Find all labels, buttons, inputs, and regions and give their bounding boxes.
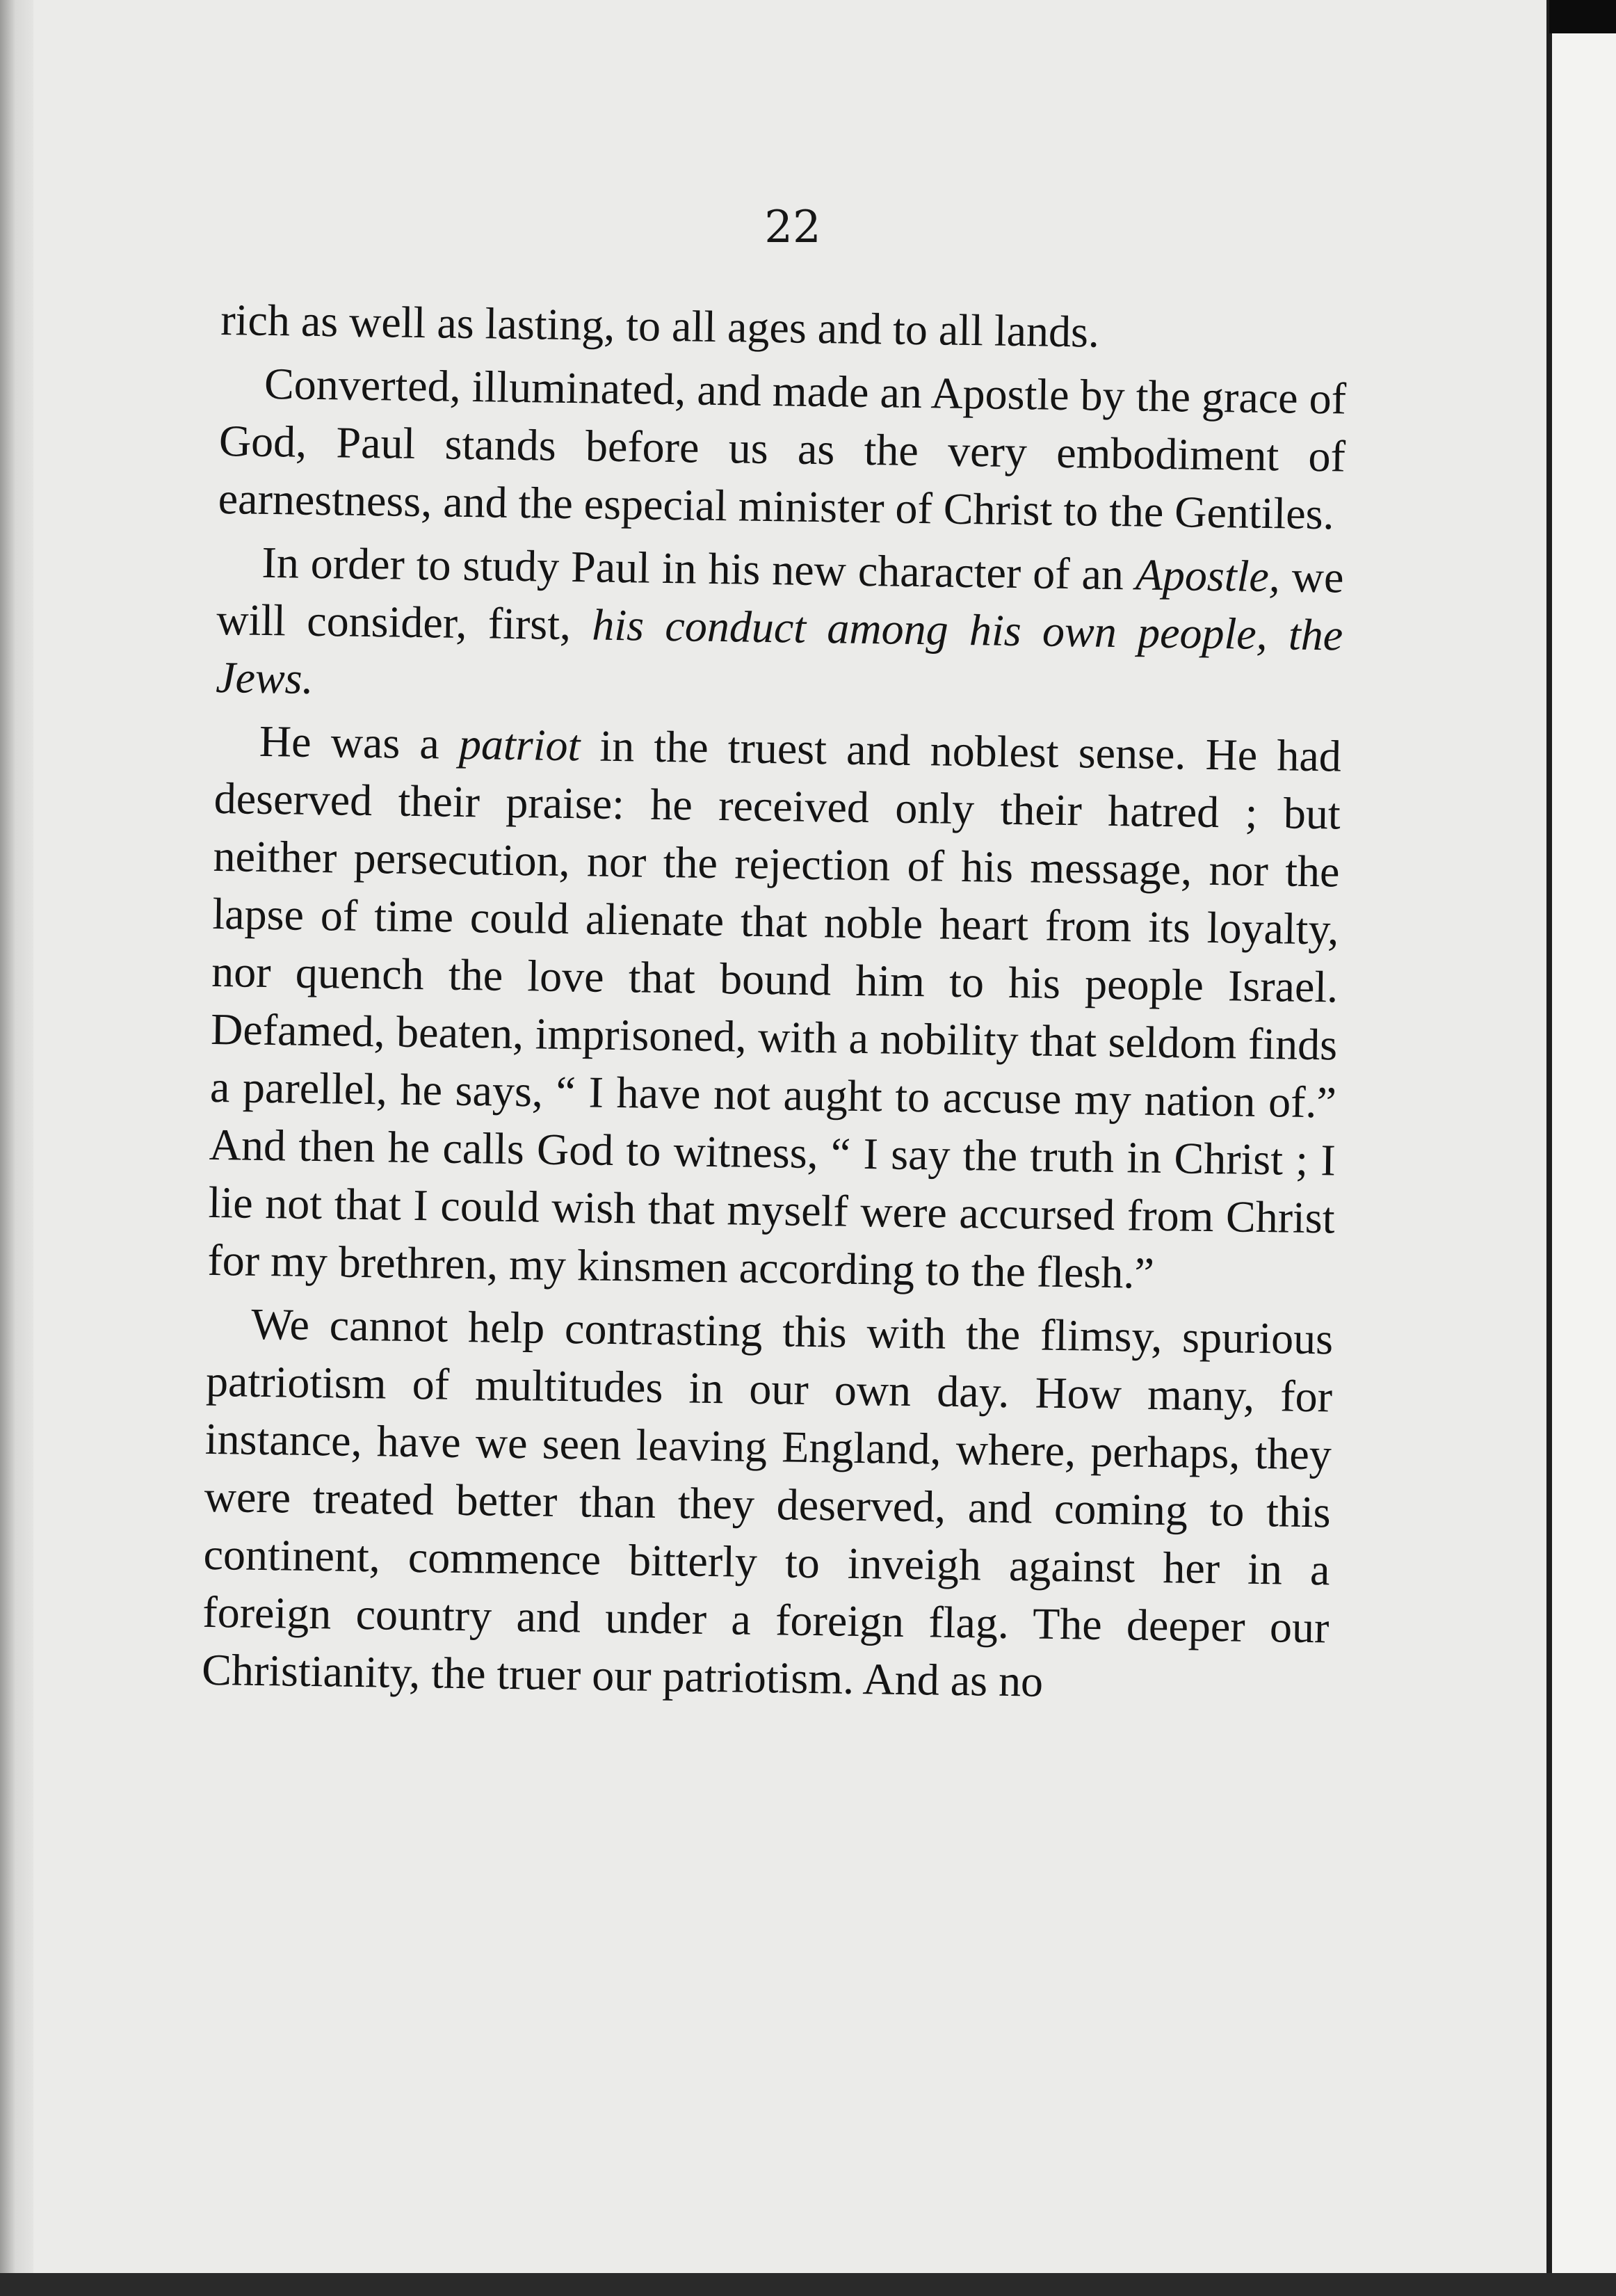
paragraph — [218, 354, 1346, 543]
text-segment: in the truest and noblest sense. He had deserved their praise: he received only their hatred ; but neither persecution, nor the rejection of his message, nor the lapse of time could alienate that noble heart from its loyalty, nor quench the love that bound him to his people Israel. Defamed, beaten, imprisoned, with a nobility that seldom finds a parellel, he says, “ I have not aught to accuse my nation of.” And then he calls God to witness, “ I say the truth in Christ ; I lie not that I could wish that myself were accursed from Christ for my brethren, my kinsmen according to the flesh.” — [207, 721, 1342, 1298]
scanner-bottom-band — [0, 2273, 1616, 2296]
body-text — [202, 291, 1348, 1714]
text-segment: He was a — [259, 716, 460, 769]
text-segment: We cannot help contrasting this with the flimsy, spurious patriotism of multitudes in our own day. How many, for instance, have we seen leaving England, where, perhaps, they were treated better than they deserved, and coming to this continent, commence bitterly to inveigh against her in a foreign country and under a foreign flag. The deeper our Christianity, the truer our patriotism. And as no — [201, 1299, 1334, 1706]
text-segment: we will consider, first, — [216, 552, 1344, 650]
italic-text-segment: his conduct among his own people, the Jews. — [215, 600, 1343, 703]
paragraph — [207, 712, 1341, 1305]
italic-text-segment: patriot — [458, 718, 581, 771]
page-edge-line — [1546, 0, 1552, 2296]
italic-text-segment: Apostle, — [1135, 549, 1281, 602]
dark-corner — [1549, 0, 1616, 33]
text-segment: Converted, illuminated, and made an Apostle by the grace of God, Paul stands before us as the very embodiment of earnestness, and the especial minister of Christ to the Gentiles. — [218, 358, 1347, 539]
page-number: 22 — [764, 202, 821, 253]
text-segment: In order to study Paul in his new character of an — [261, 537, 1136, 600]
paragraph — [202, 1294, 1334, 1715]
adjacent-page-edge — [1552, 0, 1616, 2296]
text-segment: rich as well as lasting, to all ages and to all lands. — [220, 294, 1100, 357]
paragraph — [216, 533, 1344, 722]
